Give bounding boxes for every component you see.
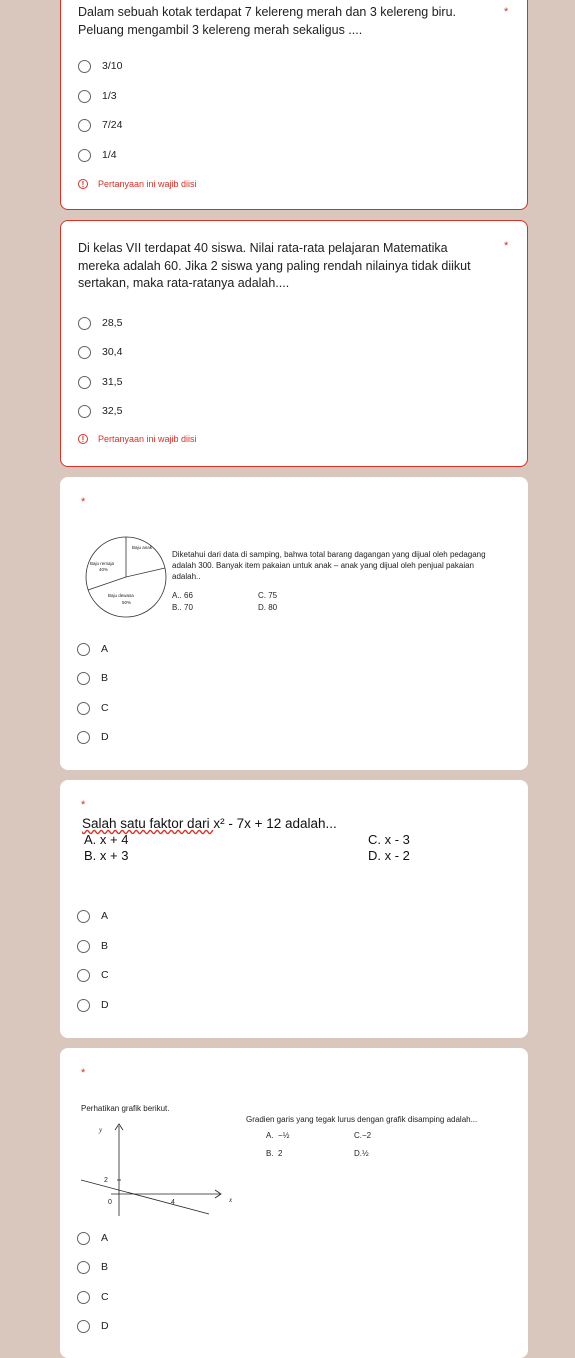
graph-x-intercept: 4: [171, 1199, 175, 1206]
option-radio[interactable]: 1/4: [78, 146, 117, 164]
radio-icon[interactable]: [77, 702, 90, 715]
image-question-stem: Salah satu faktor dari x² - 7x + 12 adalah...: [82, 816, 337, 831]
image-choice-a: A. −½: [266, 1131, 290, 1140]
image-choice-b: B.. 70: [172, 603, 193, 612]
option-radio[interactable]: 7/24: [78, 116, 122, 134]
image-choice-d: D.½: [354, 1149, 369, 1158]
option-radio[interactable]: C: [77, 966, 109, 984]
option-radio[interactable]: 28,5: [78, 314, 122, 332]
question-text: Dalam sebuah kotak terdapat 7 kelereng merah dan 3 kelereng biru. Peluang mengambil 3 kelereng merah sekaligus ....: [78, 5, 457, 37]
option-radio[interactable]: B: [77, 1258, 108, 1276]
radio-icon[interactable]: [77, 1261, 90, 1274]
radio-icon[interactable]: [77, 999, 90, 1012]
option-radio[interactable]: D: [77, 996, 109, 1014]
pie-label-baju-anak: Baju anak: [132, 545, 153, 550]
required-asterisk: *: [81, 496, 86, 508]
radio-icon[interactable]: [78, 317, 91, 330]
radio-icon[interactable]: [77, 1232, 90, 1245]
option-radio[interactable]: D: [77, 728, 109, 746]
radio-icon[interactable]: [78, 90, 91, 103]
pie-label-baju-dewasa: Baju dewasa: [108, 593, 134, 598]
required-asterisk: *: [504, 240, 509, 252]
image-choice-c: C.−2: [354, 1131, 372, 1140]
option-radio[interactable]: A: [77, 640, 108, 658]
image-choice-b: B. 2: [266, 1149, 283, 1158]
error-icon: !: [78, 434, 88, 444]
image-choice-c: C. 75: [258, 591, 278, 600]
error-icon: !: [78, 179, 88, 189]
option-radio[interactable]: 31,5: [78, 373, 122, 391]
option-radio[interactable]: B: [77, 937, 108, 955]
required-asterisk: *: [81, 799, 86, 811]
radio-icon[interactable]: [78, 405, 91, 418]
radio-icon[interactable]: [77, 643, 90, 656]
option-radio[interactable]: C: [77, 699, 109, 717]
graph-origin: 0: [108, 1199, 112, 1206]
option-radio[interactable]: A: [77, 1229, 108, 1247]
radio-icon[interactable]: [77, 910, 90, 923]
option-radio[interactable]: C: [77, 1288, 109, 1306]
option-radio[interactable]: B: [77, 669, 108, 687]
question-card-2: [60, 220, 528, 467]
radio-icon[interactable]: [77, 1291, 90, 1304]
graph-x-label: x: [229, 1196, 233, 1204]
pie-label-remaja-percent: 40%: [99, 567, 109, 572]
graph-y-label: y: [99, 1126, 103, 1134]
image-choice-b: B. x + 3: [84, 848, 129, 863]
radio-icon[interactable]: [77, 940, 90, 953]
radio-icon[interactable]: [77, 969, 90, 982]
option-radio[interactable]: 1/3: [78, 87, 117, 105]
option-radio[interactable]: D: [77, 1317, 109, 1335]
image-choice-d: D. x - 2: [368, 848, 410, 863]
radio-icon[interactable]: [78, 376, 91, 389]
question-image: [81, 1104, 521, 1220]
radio-icon[interactable]: [78, 149, 91, 162]
radio-icon[interactable]: [77, 1320, 90, 1333]
image-choice-a: A.. 66: [172, 591, 193, 600]
pie-label-dewasa-percent: 50%: [122, 600, 132, 605]
question-card-5: [60, 1048, 528, 1358]
image-question-text: Diketahui dari data di samping, bahwa total barang dagangan yang dijual oleh pedagang adalah 300. Banyak item pakaian untuk anak – anak yang dijual oleh penjual pakaian adalah..: [172, 550, 486, 581]
image-choice-a: A. x + 4: [84, 832, 129, 847]
pie-label-baju-remaja: Baju remaja: [90, 561, 115, 566]
image-choice-d: D. 80: [258, 603, 278, 612]
question-image: [82, 535, 512, 620]
required-asterisk: *: [81, 1067, 86, 1079]
option-radio[interactable]: 32,5: [78, 402, 122, 420]
question-card-4: [60, 780, 528, 1038]
question-card-3: [60, 477, 528, 770]
question-card-1: [60, 0, 528, 210]
image-intro: Perhatikan grafik berikut.: [81, 1104, 170, 1113]
pie-chart: [82, 535, 170, 619]
radio-icon[interactable]: [78, 60, 91, 73]
radio-icon[interactable]: [77, 731, 90, 744]
radio-icon[interactable]: [78, 346, 91, 359]
question-text: Di kelas VII terdapat 40 siswa. Nilai rata-rata pelajaran Matematika mereka adalah 60. Jika 2 siswa yang paling rendah nilainya tidak diikut sertakan, maka rata-ratanya adalah....: [78, 241, 471, 290]
option-radio[interactable]: 3/10: [78, 57, 122, 75]
option-radio[interactable]: 30,4: [78, 343, 122, 361]
image-choice-c: C. x - 3: [368, 832, 410, 847]
error-message: ! Pertanyaan ini wajib diisi: [78, 434, 197, 444]
question-image: [82, 816, 422, 901]
radio-icon[interactable]: [77, 672, 90, 685]
error-message: ! Pertanyaan ini wajib diisi: [78, 179, 197, 189]
graph-y-intercept: 2: [104, 1177, 108, 1184]
image-question-text: Gradien garis yang tegak lurus dengan grafik disamping adalah...: [246, 1115, 478, 1124]
line-graph: [81, 1120, 251, 1220]
radio-icon[interactable]: [78, 119, 91, 132]
option-radio[interactable]: A: [77, 907, 108, 925]
required-asterisk: *: [504, 6, 509, 18]
